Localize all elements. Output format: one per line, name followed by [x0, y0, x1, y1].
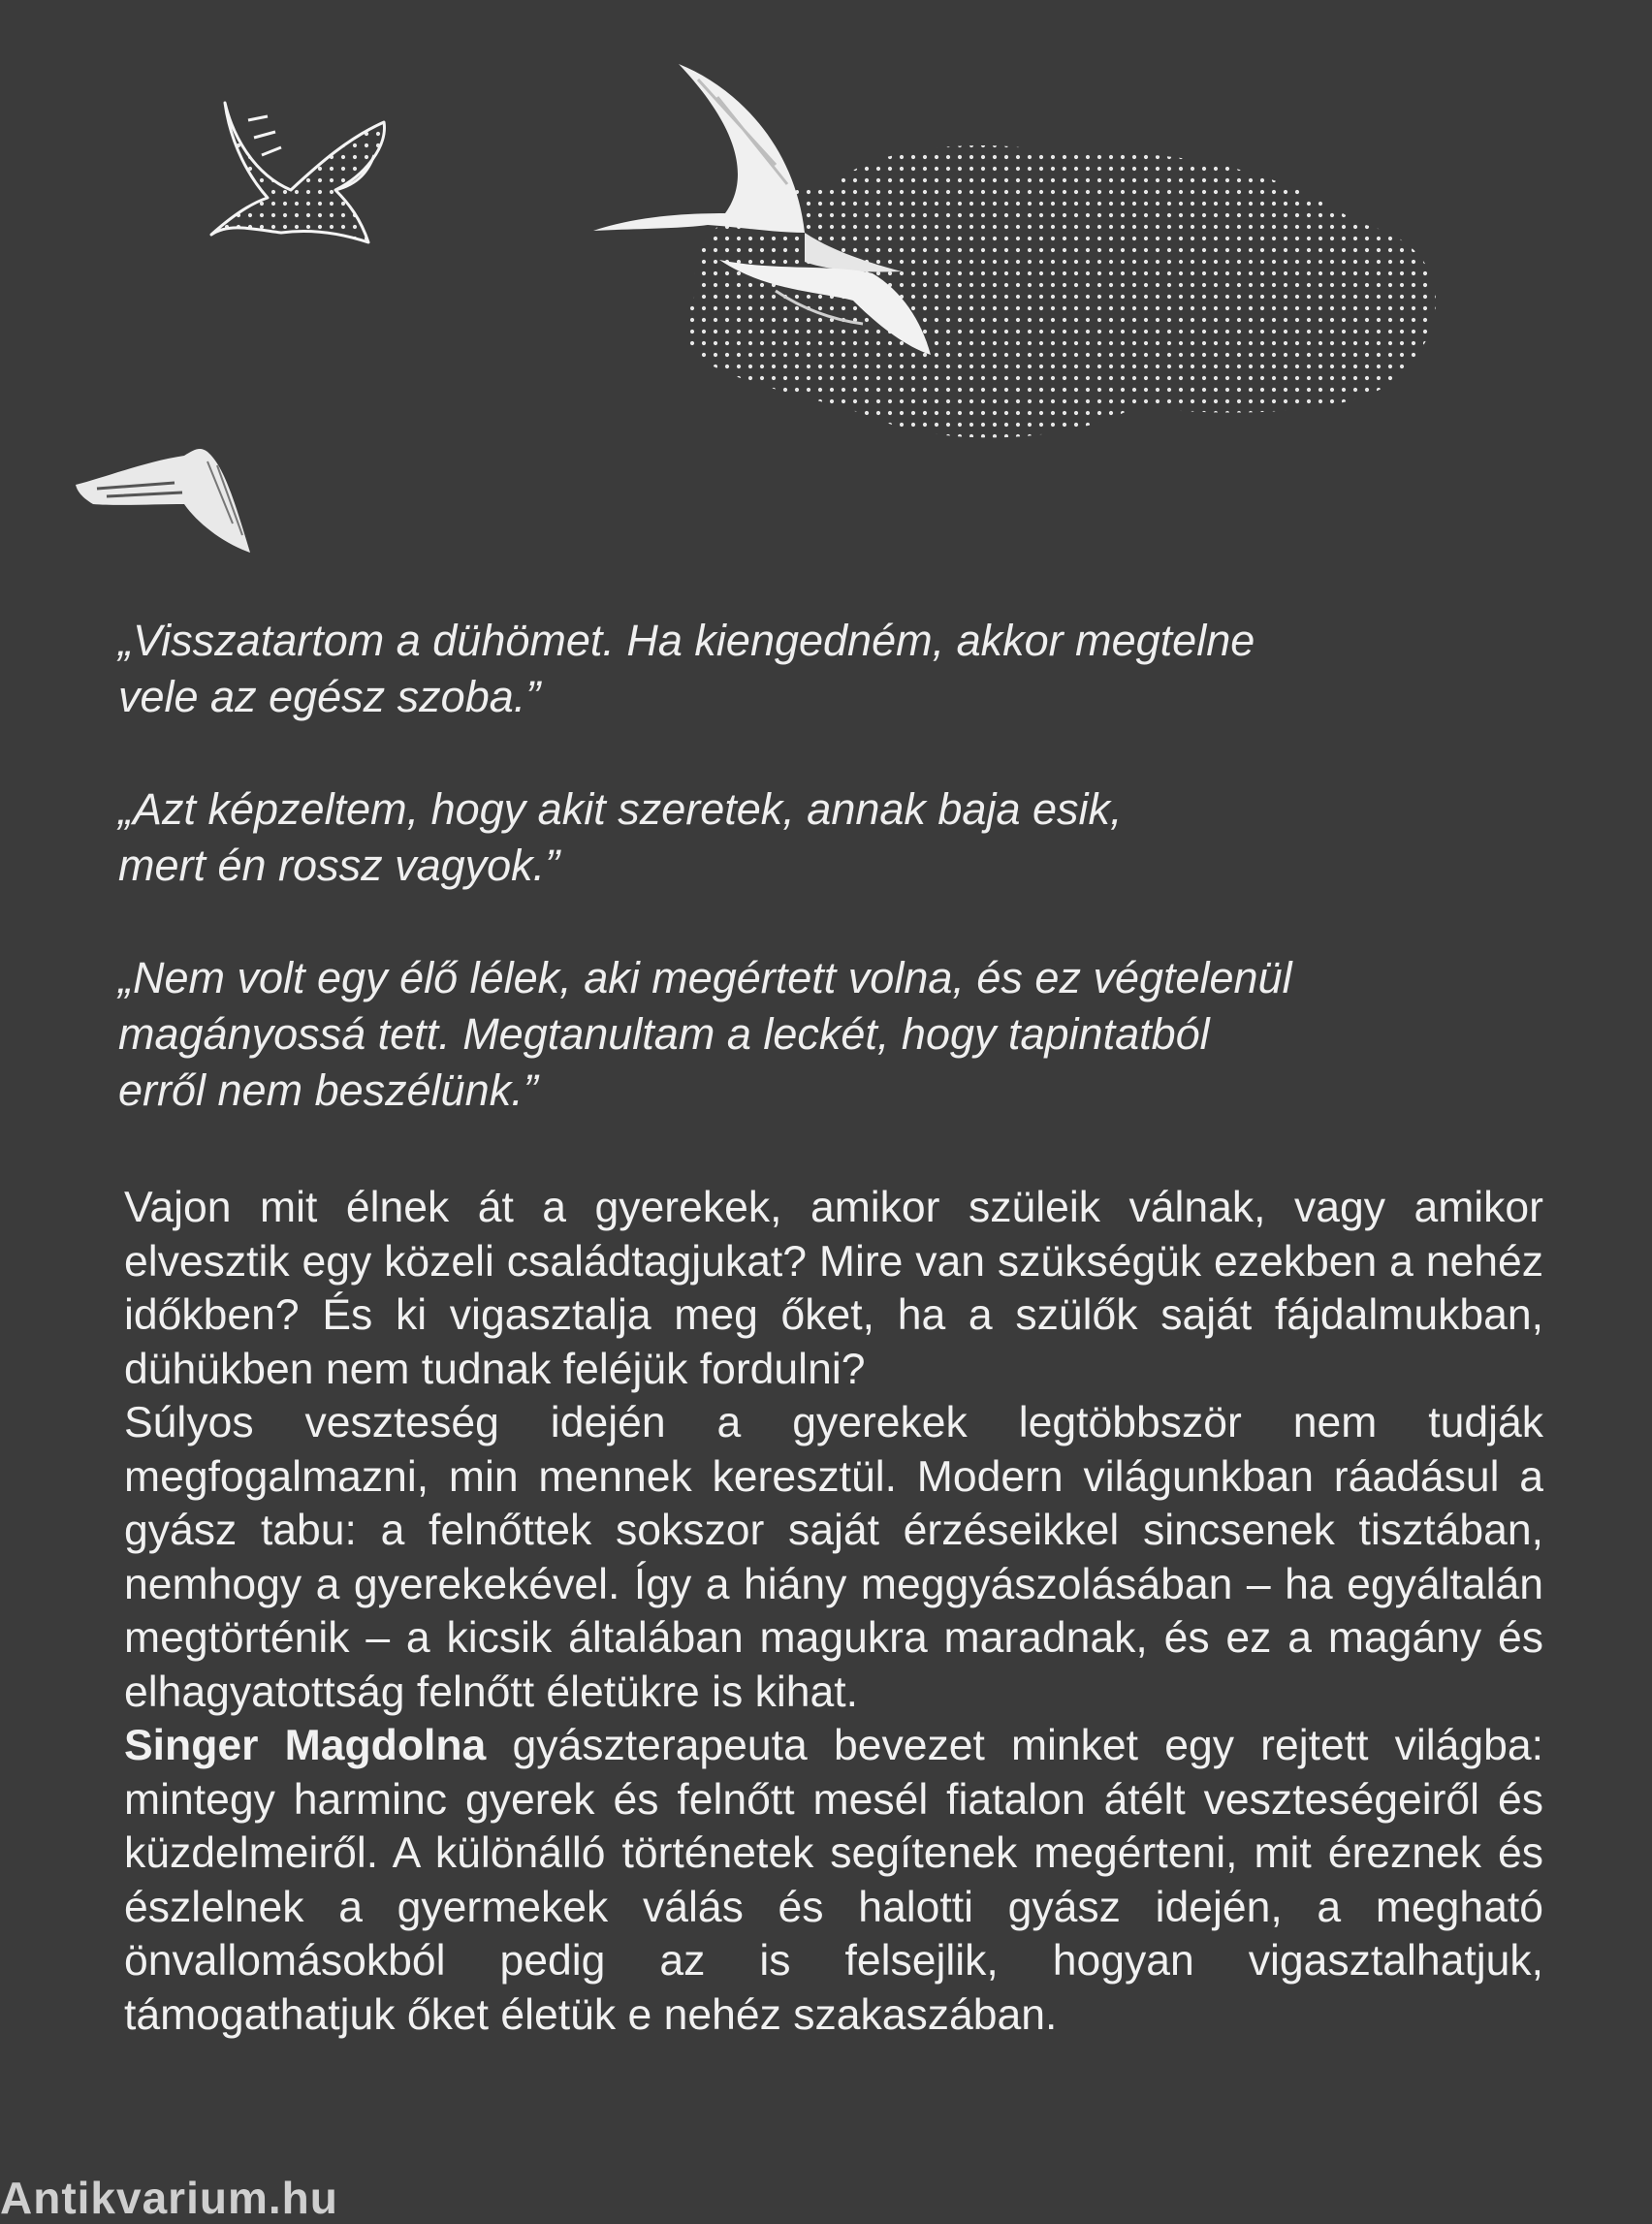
quote-1 — [118, 613, 1379, 725]
quotes-block — [118, 613, 1379, 1175]
quote-line: „Nem volt egy élő lélek, aki megértett volna, és ez végtelenül — [118, 953, 1292, 1002]
quote-2 — [118, 781, 1379, 894]
quote-line: „Visszatartom a dühömet. Ha kiengedném, akkor megtelne — [118, 616, 1255, 665]
quote-line: mert én rossz vagyok.” — [118, 841, 560, 890]
quote-line: vele az egész szoba.” — [118, 672, 541, 721]
blurb — [124, 1181, 1543, 2042]
author-name: Singer Magdolna — [124, 1722, 487, 1769]
watermark: Antikvarium.hu — [0, 2173, 338, 2223]
bird-icon — [211, 103, 384, 242]
blurb-paragraph-3-text: gyászterapeuta bevezet minket egy rejtett világba: mintegy harminc gyerek és felnőtt mesél fiatalon átélt veszteségeiről és küzdelmeiről. A különálló történetek segítenek megérteni, mit éreznek és észlelnek a gyermekek válás és halotti gyász idején, a megható önvallomásokból pedig az is felsejlik, hogyan vigasztalhatjuk, támogathatjuk őket életük e nehéz szakaszában. — [124, 1722, 1543, 2039]
blurb-paragraph-3 — [124, 1719, 1543, 2042]
bird-icon — [76, 449, 250, 553]
dotted-cloud — [685, 145, 1436, 437]
quote-line: magányossá tett. Megtanultam a leckét, hogy tapintatból — [118, 1009, 1210, 1059]
blurb-paragraph-1: Vajon mit élnek át a gyerekek, amikor szüleik válnak, vagy amikor elvesztik egy közeli családtagjukat? Mire van szükségük ezekben a nehéz időkben? És ki vigasztalja meg őket, ha a szülők saját fájdalmukban, dühükben nem tudnak feléjük fordulni? — [124, 1184, 1543, 1393]
quote-line: erről nem beszélünk.” — [118, 1065, 538, 1115]
quote-3 — [118, 950, 1379, 1119]
birds-illustration — [0, 0, 1652, 601]
blurb-paragraph-2: Súlyos veszteség idején a gyerekek legtöbbször nem tudják megfogalmazni, min mennek keresztül. Modern világunkban ráadásul a gyász tabu: a felnőttek sokszor saját érzéseikkel sincsenek tisztában, nemhogy a gyerekekével. Így a hiány meggyászolásában – ha egyáltalán megtörténik – a kicsik általában magukra maradnak, és ez a magány és elhagyatottság felnőtt életükre is kihat. — [124, 1399, 1543, 1716]
quote-line: „Azt képzeltem, hogy akit szeretek, annak baja esik, — [118, 784, 1123, 834]
